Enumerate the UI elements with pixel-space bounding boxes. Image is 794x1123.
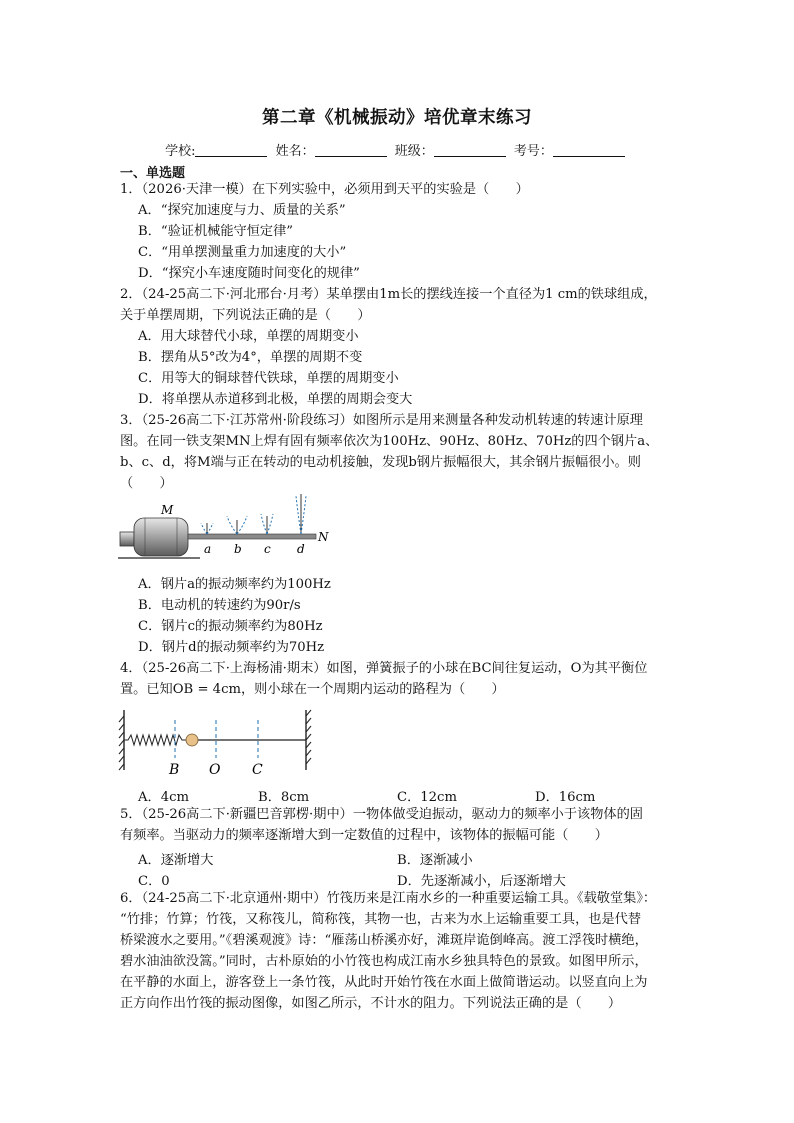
spring — [124, 735, 186, 745]
student-info-line — [0, 140, 794, 159]
school-blank[interactable] — [195, 144, 267, 157]
section-heading: 一、单选题 — [120, 166, 186, 181]
spring-oscillator-figure — [118, 706, 318, 778]
q2-stem-line2: 关于单摆周期，下列说法正确的是（ ） — [120, 308, 371, 323]
q4-option-a: A．4cm — [138, 790, 189, 805]
page-title: 第二章《机械振动》培优章末练习 — [262, 108, 532, 128]
label-m: M — [161, 503, 174, 517]
q3-option-d: D．钢片d的振动频率约为70Hz — [138, 640, 325, 655]
q5-option-c: C．0 — [138, 874, 170, 889]
q2-option-a: A．用大球替代小球，单摆的周期变小 — [138, 329, 359, 344]
label-d: d — [297, 542, 305, 556]
label-b: b — [234, 542, 242, 556]
reed-b — [227, 516, 247, 534]
q3-option-c: C．钢片c的振动频率约为80Hz — [138, 619, 323, 634]
q1-option-a: A．“探究加速度与力、质量的关系” — [138, 203, 346, 218]
q2-option-d: D．将单摆从赤道移到北极，单摆的周期会变大 — [138, 392, 413, 407]
q4-option-d: D．16cm — [535, 790, 596, 805]
q6-line6: 正方向作出竹筏的振动图像，如图乙所示，不计水的阻力。下列说法正确的是（ ） — [120, 996, 622, 1011]
q4-option-c: C．12cm — [397, 790, 457, 805]
q4-stem-line2: 置。已知OB = 4cm，则小球在一个周期内运动的路程为（ ） — [120, 682, 505, 697]
q3-option-b: B．电动机的转速约为90r/s — [138, 598, 301, 613]
q6-line3: 桥梁渡水之要用。”《碧溪观渡》诗：“雁荡山桥溪亦好，滩斑岸诡倒峰高。渡工浮筏时横绝， — [120, 933, 648, 948]
q5-stem-line1: 5．（25-26高二下·新疆巴音郭楞·期中）一物体做受迫振动，驱动力的频率小于该物体的固 — [120, 807, 643, 822]
q3-stem-line3: b、c、d，将M端与正在转动的电动机接触，发现b钢片振幅很大，其余钢片振幅很小。则 — [120, 455, 641, 470]
label-o: O — [209, 762, 221, 778]
class-label: 班级： — [394, 144, 434, 159]
q2-stem-line1: 2．（24-25高二下·河北邢台·月考）某单摆由1m长的摆线连接一个直径为1 cm的铁球组成， — [120, 287, 657, 302]
label-b: B — [169, 762, 180, 778]
label-n: N — [318, 530, 329, 544]
motor-body — [134, 518, 188, 556]
q6-line5: 在平静的水面上，游客登上一条竹筏，从此时开始竹筏在水面上做简谐运动。以竖直向上为 — [120, 975, 648, 990]
q5-option-a: A．逐渐增大 — [138, 853, 214, 868]
q3-option-a: A．钢片a的振动频率约为100Hz — [138, 577, 331, 592]
reed-a — [201, 523, 213, 534]
label-a: a — [204, 542, 212, 556]
name-blank[interactable] — [315, 144, 387, 157]
q4-option-b: B．8cm — [258, 790, 310, 805]
q2-option-b: B．摆角从5°改为4°，单摆的周期不变 — [138, 350, 363, 365]
exam-no-blank[interactable] — [553, 144, 625, 157]
q5-stem-line2: 有频率。当驱动力的频率逐渐增大到一定数值的过程中，该物体的振幅可能（ ） — [120, 828, 608, 843]
reed-c — [261, 514, 273, 534]
frame-mn — [188, 534, 316, 539]
q3-stem-line1: 3．（25-26高二下·江苏常州·阶段练习）如图所示是用来测量各种发动机转速的转速计原理 — [120, 413, 643, 428]
reed-d — [296, 494, 306, 534]
ball — [186, 734, 198, 746]
q6-line1: 6．（24-25高二下·北京通州·期中）竹筏历来是江南水乡的一种重要运输工具。《载敬堂集》： — [120, 891, 657, 906]
motor-shaft — [120, 532, 134, 546]
school-label: 学校: — [165, 144, 196, 159]
q6-line2: “竹排；竹算；竹筏，又称筏儿，简称筏，其物一也，古来为水上运输重要工具，也是代替 — [120, 912, 642, 927]
q1-option-b: B．“验证机械能守恒定律” — [138, 224, 294, 239]
label-c: C — [252, 762, 263, 778]
q5-option-b: B．逐渐减小 — [397, 853, 473, 868]
q3-stem-line4: （ ） — [120, 476, 173, 491]
q1-option-c: C．“用单摆测量重力加速度的大小” — [138, 245, 347, 260]
class-blank[interactable] — [434, 144, 506, 157]
q3-stem-line2: 图。在同一铁支架MN上焊有固有频率依次为100Hz、90Hz、80Hz、70Hz的四个钢片a、 — [120, 434, 659, 449]
q5-option-d: D．先逐渐减小，后逐渐增大 — [397, 874, 566, 889]
name-label: 姓名： — [275, 144, 315, 159]
q6-line4: 碧水油油欲没篙。”同时，古朴原始的小竹筏也构成江南水乡独具特色的景致。如图甲所示， — [120, 954, 648, 969]
exam-no-label: 考号： — [513, 144, 553, 159]
q4-stem-line1: 4．（25-26高二下·上海杨浦·期末）如图，弹簧振子的小球在BC间往复运动，O为其平衡位 — [120, 661, 648, 676]
q2-option-c: C．用等大的铜球替代铁球，单摆的周期变小 — [138, 371, 399, 386]
label-c: c — [264, 542, 271, 556]
q1-stem: 1．（2026·天津一模）在下列实验中，必须用到天平的实验是（ ） — [120, 182, 529, 197]
tachometer-figure — [115, 490, 335, 570]
q1-option-d: D．“探究小车速度随时间变化的规律” — [138, 266, 360, 281]
